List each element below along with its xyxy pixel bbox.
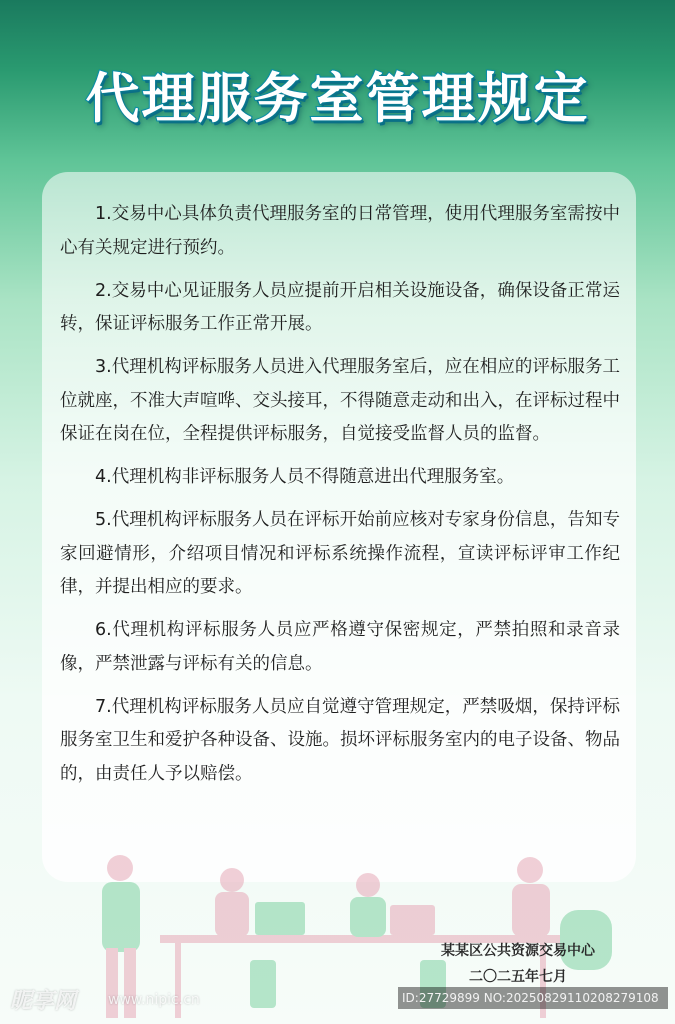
rule-item: 2.交易中心见证服务人员应提前开启相关设施设备，确保设备正常运转，保证评标服务工作正常开展。 (60, 280, 620, 334)
rule-item: 4.代理机构非评标服务人员不得随意进出代理服务室。 (95, 467, 515, 487)
seated-person-figure (215, 868, 305, 937)
signature-block (441, 938, 595, 990)
rule-item: 7.代理机构评标服务人员应自觉遵守管理规定，严禁吸烟，保持评标服务室卫生和爱护各种设备、设施。损坏评标服务室内的电子设备、物品的，由责任人予以赔偿。 (60, 696, 620, 784)
rule-item: 3.代理机构评标服务人员进入代理服务室后，应在相应的评标服务工位就座，不准大声喧哗、交头接耳，不得随意走动和出入，在评标过程中保证在岗在位，全程提供评标服务，自觉接受监督人员的监督。 (60, 357, 620, 444)
rules-list (60, 198, 620, 801)
rule-item: 1.交易中心具体负责代理服务室的日常管理，使用代理服务室需按中心有关规定进行预约。 (60, 204, 620, 258)
rule-item: 6.代理机构评标服务人员应严格遵守保密规定，严禁拍照和录音录像，严禁泄露与评标有关的信息。 (60, 620, 620, 674)
issuing-organization: 某某区公共资源交易中心 (441, 943, 595, 959)
rule-item: 5.代理机构评标服务人员在评标开始前应核对专家身份信息，告知专家回避情形，介绍项目情况和评标系统操作流程，宣读评标评审工作纪律，并提出相应的要求。 (60, 510, 620, 597)
issue-date: 二〇二五年七月 (469, 969, 567, 985)
watermark-logo: 昵享网 (10, 989, 77, 1014)
seated-person-figure (350, 873, 435, 937)
watermark-url: www.nipic.cn (108, 992, 200, 1008)
image-id-tag: ID:27729899 NO:20250829110208279108 (398, 987, 668, 1009)
seated-person-figure (512, 857, 550, 937)
page-title: 代理服务室管理规定 (85, 66, 590, 130)
